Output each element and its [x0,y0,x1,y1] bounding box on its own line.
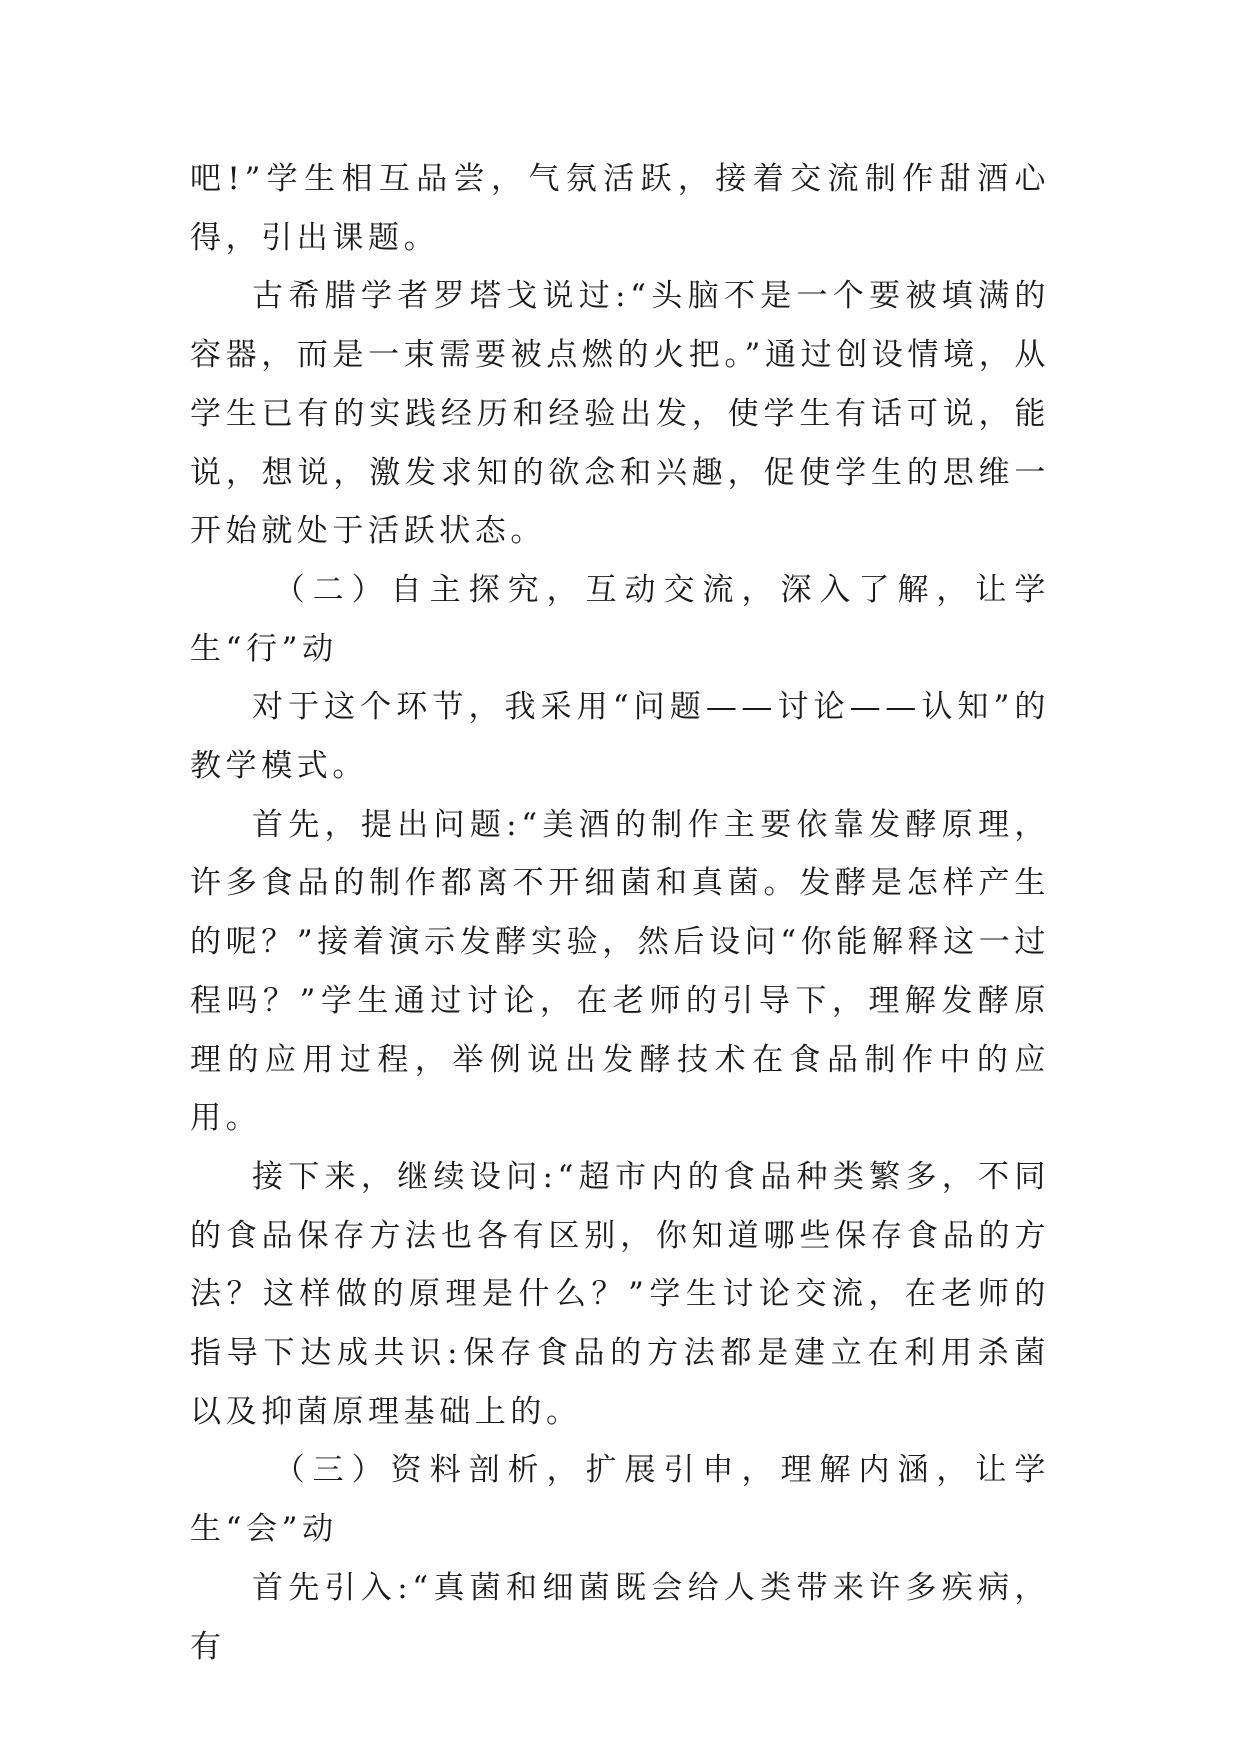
paragraph-fermentation-question: 首先，提出问题:“美酒的制作主要依靠发酵原理，许多食品的制作都离不开细菌和真菌。发酵是怎样产生的呢？”接着演示发酵实验，然后设问“你能解释这一过程吗？”学生通过讨论，在老师的引导下，理解发酵原理的应用过程，举例说出发酵技术在食品制作中的应用。 [190,806,1050,1137]
paragraph-fungi-bacteria-intro: 首先引入:“真菌和细菌既会给人类带来许多疾病，有 [190,1569,1050,1665]
paragraph-food-preservation: 接下来，继续设问:“超市内的食品种类繁多，不同的食品保存方法也各有区别，你知道哪些保存食品的方法？这样做的原理是什么？”学生讨论交流，在老师的指导下达成共识:保存食品的方法都是建立在利用杀菌以及抑菌原理基础上的。 [190,1158,1050,1430]
section-heading-3: （三）资料剖析，扩展引申，理解内涵，让学生“会”动 [190,1452,1050,1548]
document-body [190,150,1050,1676]
paragraph-continuation: 吧!”学生相互品尝，气氛活跃，接着交流制作甜酒心得，引出课题。 [190,161,1050,256]
paragraph-teaching-mode: 对于这个环节，我采用“问题——讨论——认知”的教学模式。 [190,689,1050,785]
section-heading-2: （二）自主探究，互动交流，深入了解，让学生“行”动 [190,571,1050,667]
paragraph-quote-protagoras: 古希腊学者罗塔戈说过:“头脑不是一个要被填满的容器，而是一束需要被点燃的火把。”通过创设情境，从学生已有的实践经历和经验出发，使学生有话可说，能说，想说，激发求知的欲念和兴趣，促使学生的思维一开始就处于活跃状态。 [190,278,1050,550]
